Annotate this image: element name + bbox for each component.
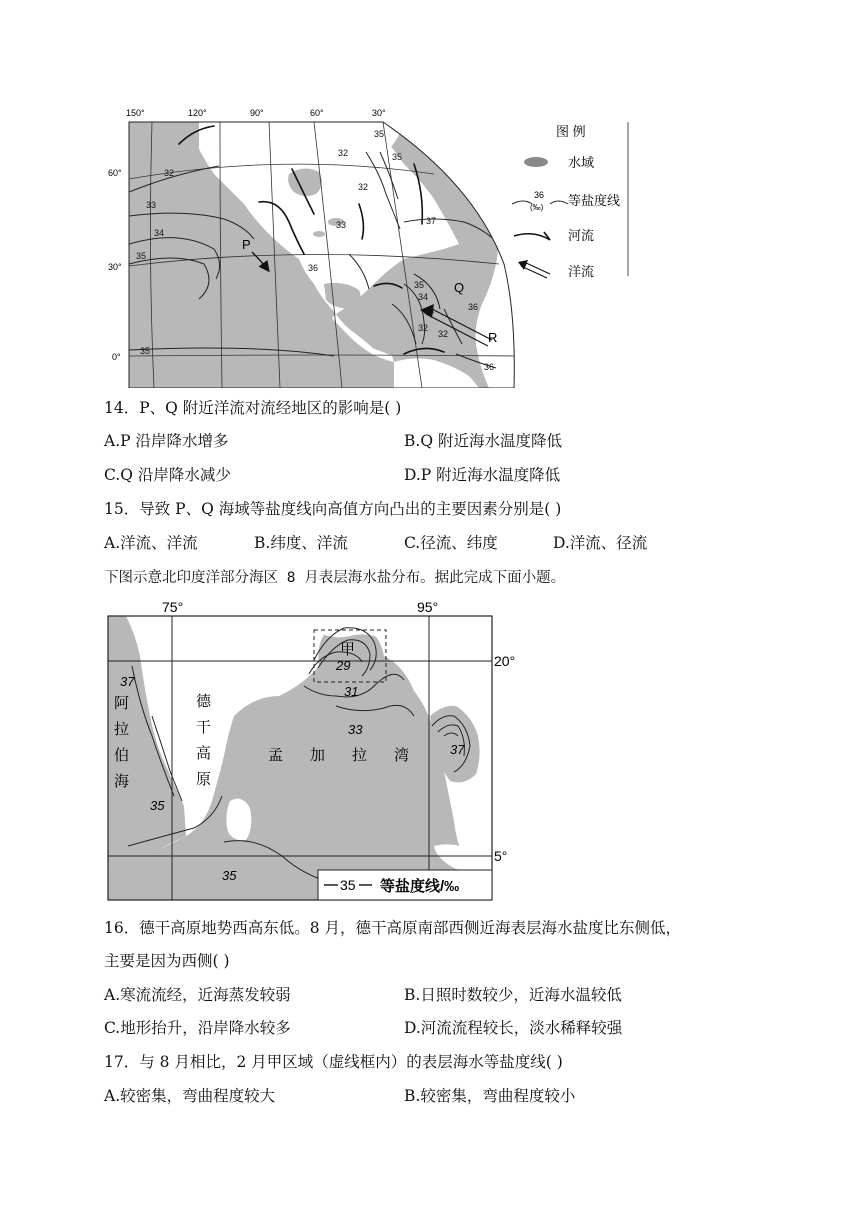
isoline-label: 33 — [146, 200, 157, 210]
isoline-label: 35 — [150, 798, 165, 813]
map2-legend-value: 35 — [340, 877, 356, 893]
point-q-label: Q — [454, 280, 465, 295]
isoline-label: 31 — [344, 684, 359, 699]
bay-of-bengal-char-4: 湾 — [394, 747, 410, 764]
isoline-label: 33 — [336, 220, 347, 230]
deccan-plateau-char-1: 德 — [196, 693, 212, 710]
legend-river-label: 河流 — [568, 228, 595, 243]
map1-lon-30: 30° — [372, 108, 386, 118]
isoline-label: 35 — [392, 152, 403, 162]
isoline-label: 36 — [308, 263, 319, 273]
isoline-label: 35 — [140, 346, 151, 356]
isoline-label: 35 — [136, 251, 147, 261]
q17-option-a[interactable]: A.较密集，弯曲程度较大 — [104, 1087, 276, 1105]
legend-title: 图 例 — [556, 124, 586, 139]
map1-lon-60: 60° — [310, 108, 324, 118]
map1-legend — [512, 122, 628, 279]
legend-isohaline-label: 等盐度线 — [568, 193, 621, 208]
isoline-label: 37 — [426, 216, 437, 226]
isoline-label: 32 — [358, 182, 369, 192]
q16-option-c[interactable]: C.地形抬升，沿岸降水较多 — [104, 1019, 291, 1037]
isoline-label: 36 — [484, 362, 495, 372]
map1-lon-90: 90° — [250, 108, 264, 118]
point-p-label: P — [242, 237, 251, 252]
isoline-label: 32 — [338, 148, 349, 158]
q16-option-a[interactable]: A.寒流流经，近海蒸发较弱 — [104, 986, 291, 1004]
q15-option-b[interactable]: B.纬度、洋流 — [254, 534, 348, 552]
arabian-sea-char-4: 海 — [114, 773, 130, 790]
legend-isohaline-value: 36 — [534, 190, 545, 200]
q15-option-d[interactable]: D.洋流、径流 — [553, 534, 648, 552]
q14-option-a[interactable]: A.P 沿岸降水增多 — [104, 432, 229, 450]
isoline-label: 32 — [164, 168, 175, 178]
legend-isohaline-unit: (‰) — [530, 203, 544, 212]
q15-option-a[interactable]: A.洋流、洋流 — [104, 534, 198, 552]
legend-water-label: 水域 — [568, 155, 595, 170]
q14-option-b[interactable]: B.Q 附近海水温度降低 — [404, 432, 562, 450]
point-r-label: R — [488, 330, 498, 345]
question-16-stem-line1: 16．德干高原地势西高东低。8 月，德干高原南部西侧近海表层海水盐度比东侧低， — [104, 919, 682, 937]
question-16-stem-line2: 主要是因为西侧( ) — [104, 952, 230, 970]
question-14-stem: 14．P、Q 附近洋流对流经地区的影响是( ) — [104, 399, 402, 417]
map-1-figure — [104, 104, 634, 388]
map2-legend-text: 等盐度线/‰ — [380, 878, 460, 895]
isoline-label: 34 — [418, 292, 429, 302]
isoline-label: 33 — [424, 306, 435, 316]
map2-lon-95: 95° — [417, 599, 439, 615]
question-15-stem: 15．导致 P、Q 海域等盐度线向高值方向凸出的主要因素分别是( ) — [104, 500, 562, 518]
map2-lat-20: 20° — [494, 653, 516, 669]
deccan-plateau-char-2: 干 — [196, 719, 212, 736]
q15-option-c[interactable]: C.径流、纬度 — [404, 534, 498, 552]
q16-option-d[interactable]: D.河流流程较长，淡水稀释较强 — [404, 1019, 623, 1037]
map1-lat-0: 0° — [112, 352, 121, 362]
isoline-label: 32 — [438, 329, 449, 339]
q14-option-d[interactable]: D.P 附近海水温度降低 — [404, 466, 561, 484]
isoline-label: 32 — [418, 323, 429, 333]
region-jia-label: 甲 — [340, 641, 356, 658]
bay-of-bengal-char-1: 孟 — [268, 747, 284, 764]
map2-lon-75: 75° — [162, 599, 184, 615]
question-17-stem: 17．与 8 月相比，2 月甲区域（虚线框内）的表层海水等盐度线( ) — [104, 1053, 563, 1071]
map-2-figure — [104, 596, 524, 906]
isoline-label: 35 — [374, 129, 385, 139]
isoline-label: 37 — [120, 674, 135, 689]
bay-of-bengal-char-2: 加 — [310, 747, 326, 764]
map1-lon-120: 120° — [188, 108, 207, 118]
map1-lat-60: 60° — [108, 168, 122, 178]
q14-option-c[interactable]: C.Q 沿岸降水减少 — [104, 466, 231, 484]
map2-lat-5: 5° — [494, 848, 508, 864]
arabian-sea-char-1: 阿 — [114, 695, 130, 712]
map-2-svg — [104, 596, 524, 906]
isoline-label: 29 — [336, 658, 351, 673]
isoline-label: 35 — [414, 280, 425, 290]
isoline-label: 33 — [348, 722, 363, 737]
arabian-sea-char-3: 伯 — [114, 747, 130, 764]
q16-option-b[interactable]: B.日照时数较少，近海水温较低 — [404, 986, 622, 1004]
deccan-plateau-char-3: 高 — [196, 745, 212, 762]
legend-current-label: 洋流 — [568, 264, 595, 279]
map-1-svg — [104, 104, 634, 388]
map1-lon-150: 150° — [126, 108, 145, 118]
q17-option-b[interactable]: B.较密集，弯曲程度较小 — [404, 1087, 576, 1105]
map-2-intro: 下图示意北印度洋部分海区 8 月表层海水盐分布。据此完成下面小题。 — [104, 570, 566, 586]
map1-lat-30: 30° — [108, 262, 122, 272]
isoline-label: 37 — [450, 742, 465, 757]
isoline-label: 35 — [222, 868, 237, 883]
bay-of-bengal-char-3: 拉 — [352, 747, 368, 764]
deccan-plateau-char-4: 原 — [196, 771, 212, 788]
isoline-label: 36 — [468, 302, 479, 312]
arabian-sea-char-2: 拉 — [114, 721, 130, 738]
isoline-label: 34 — [154, 228, 165, 238]
